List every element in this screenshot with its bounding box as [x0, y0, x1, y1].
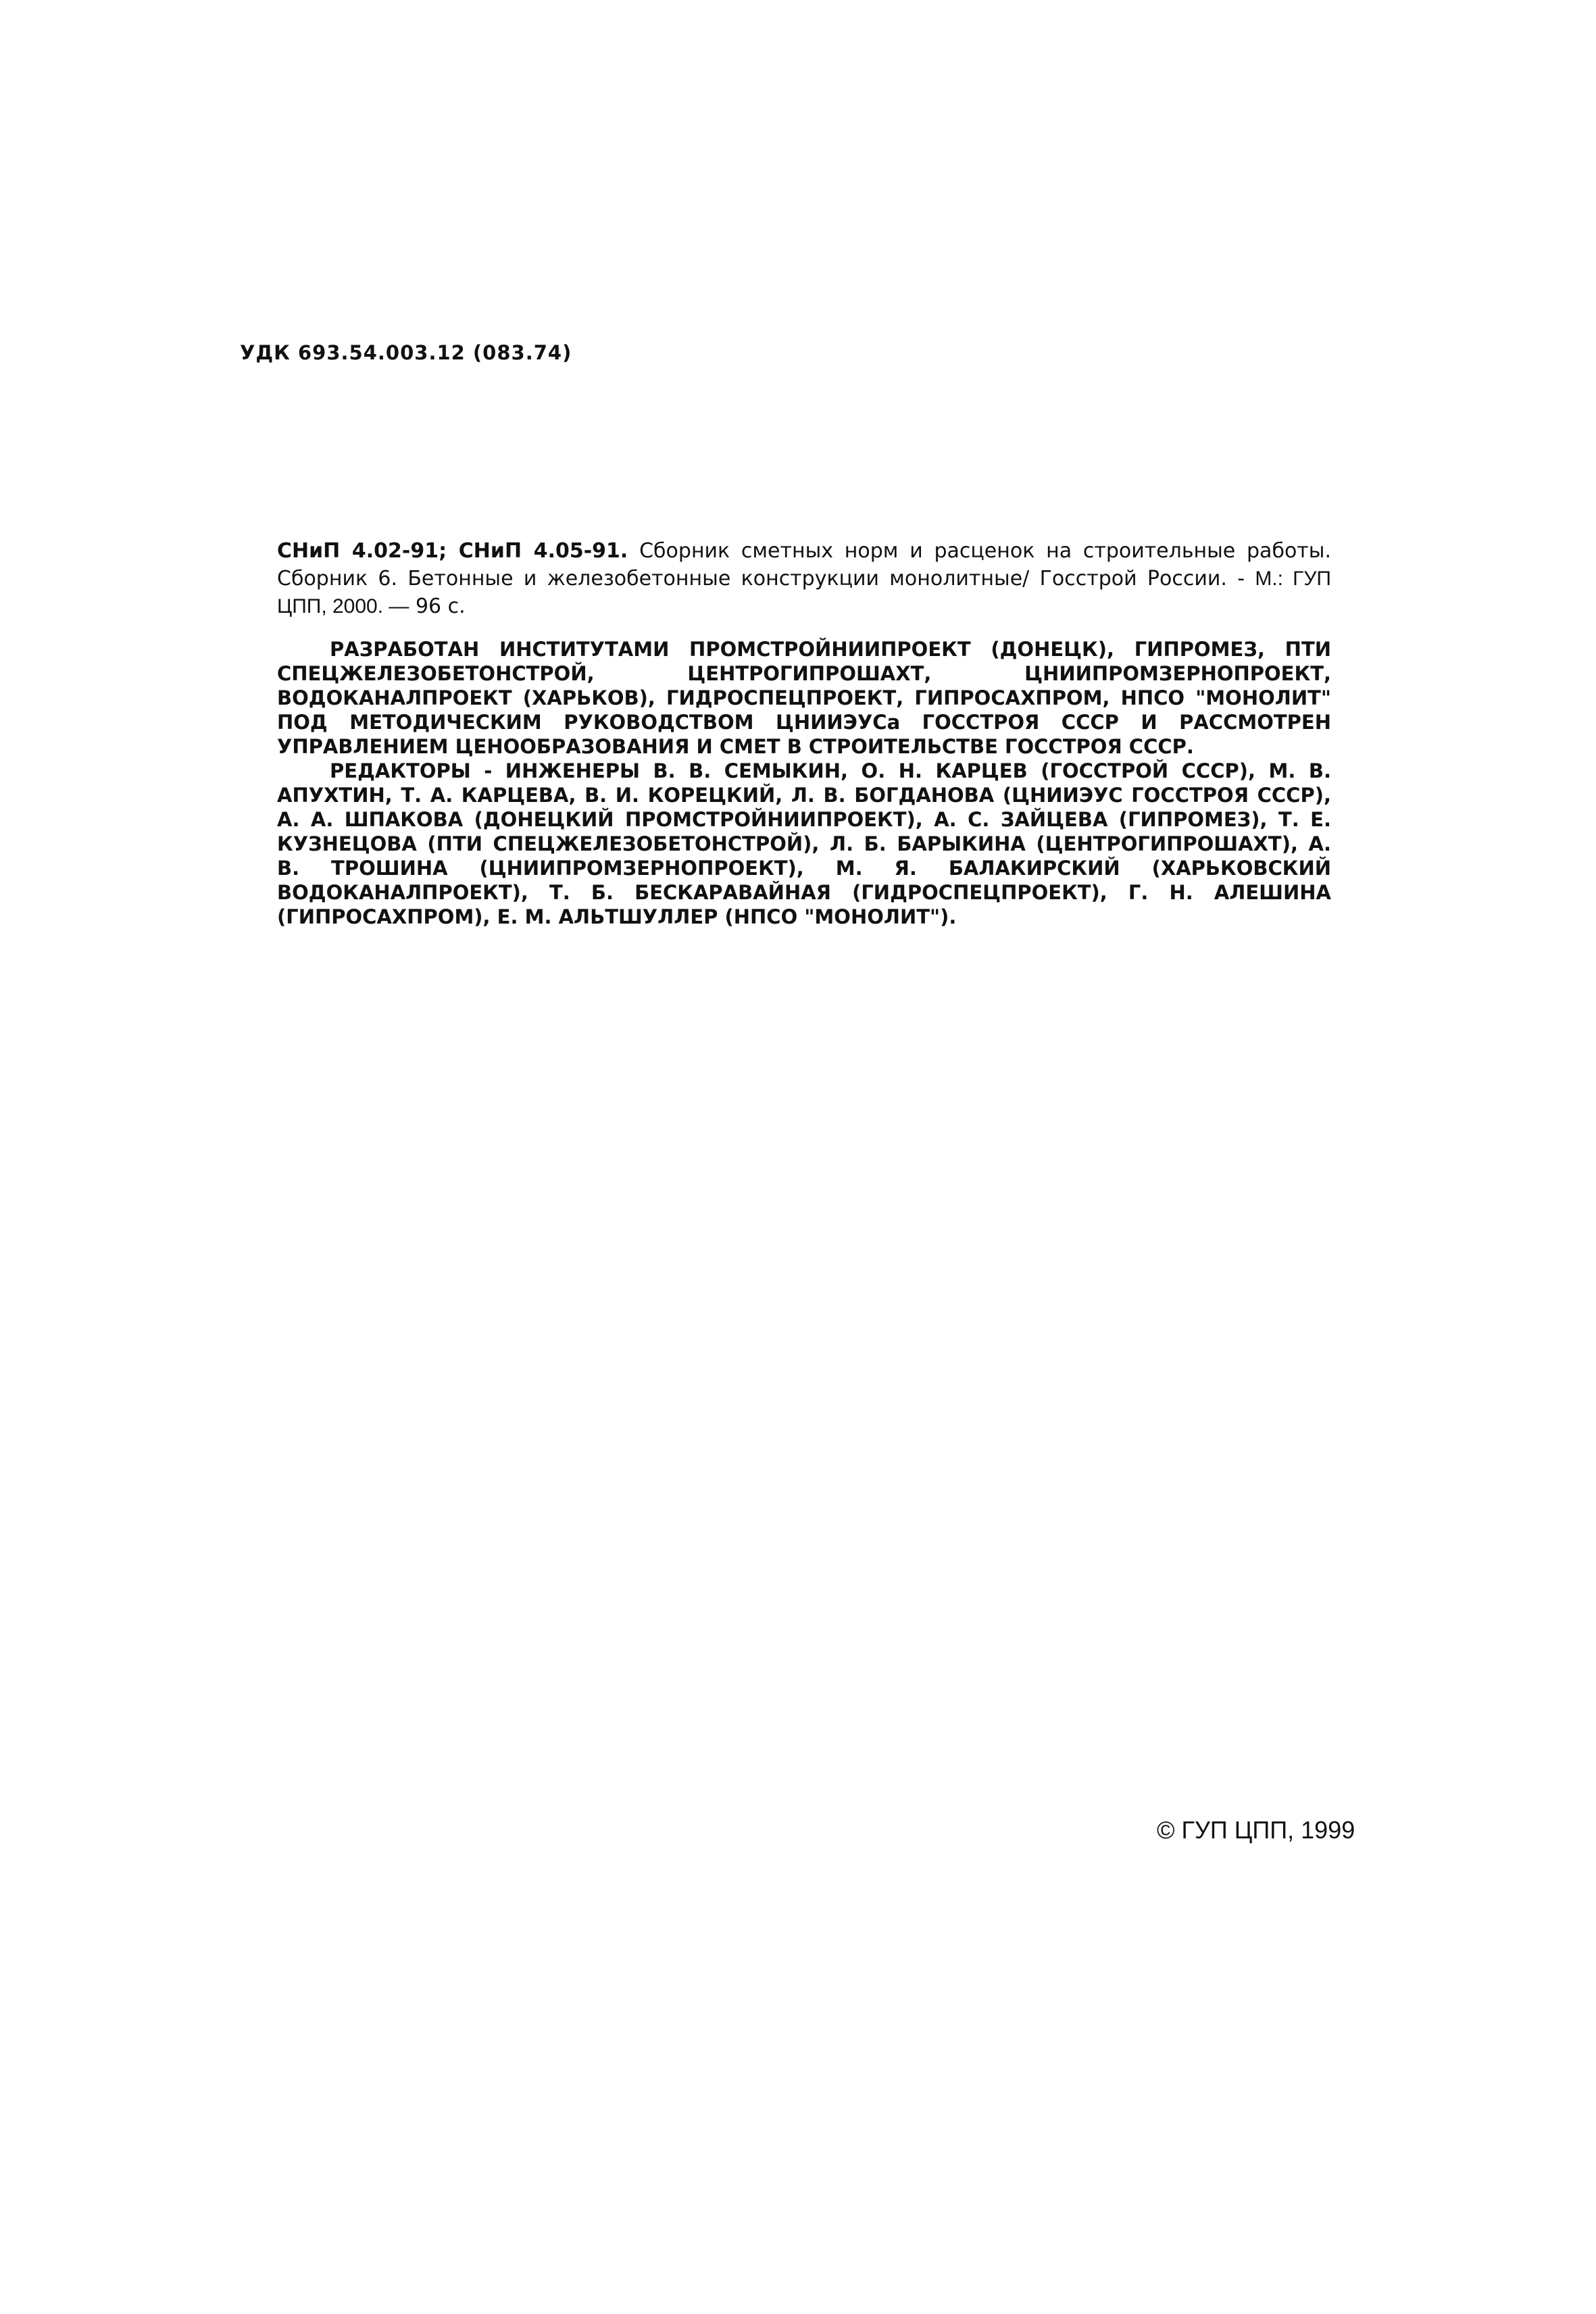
editors-paragraph: РЕДАКТОРЫ - ИНЖЕНЕРЫ В. В. СЕМЫКИН, О. Н. КАРЦЕВ (ГОССТРОЙ СССР), М. В. АПУХТИН, Т. А. КАРЦЕВА, В. И. КОРЕЦКИЙ, Л. В. БОГДАНОВА (ЦНИИЭУС ГОССТРОЯ СССР), А. А. ШПАКОВА (ДОНЕЦКИЙ ПРОМСТРОЙНИИПРОЕКТ), А. С. ЗАЙЦЕВА (ГИПРОМЕЗ), Т. Е. КУЗНЕЦОВА (ПТИ СПЕЦЖЕЛЕЗОБЕТОНСТРОЙ), Л. Б. БАРЫКИНА (ЦЕНТРОГИПРОШАХТ), А. В. ТРОШИНА (ЦНИИПРОМЗЕРНОПРОЕКТ), М. Я. БАЛАКИРСКИЙ (ХАРЬКОВСКИЙ ВОДОКАНАЛПРОЕКТ), Т. Б. БЕСКАРАВАЙНАЯ (ГИДРОСПЕЦПРОЕКТ), Г. Н. АЛЕШИНА (ГИПРОСАХПРОМ), Е. М. АЛЬТШУЛЛЕР (НПСО "МОНОЛИТ").: [277, 759, 1331, 928]
bibliographic-description: [277, 537, 1331, 620]
credits-block: [277, 637, 1331, 929]
page-count: 96 с.: [415, 595, 466, 618]
publication-imprint: М.: ГУП ЦПП, 2000. —: [277, 568, 1331, 618]
snip-codes: СНиП 4.02-91; СНиП 4.05-91.: [277, 539, 628, 563]
developed-by-paragraph: РАЗРАБОТАН ИНСТИТУТАМИ ПРОМСТРОЙНИИПРОЕКТ (ДОНЕЦК), ГИПРОМЕЗ, ПТИ СПЕЦЖЕЛЕЗОБЕТОНСТРОЙ, ЦЕНТРОГИПРОШАХТ, ЦНИИПРОМЗЕРНОПРОЕКТ, ВОДОКАНАЛПРОЕКТ (ХАРЬКОВ), ГИДРОСПЕЦПРОЕКТ, ГИПРОСАХПРОМ, НПСО "МОНОЛИТ" ПОД МЕТОДИЧЕСКИМ РУКОВОДСТВОМ ЦНИИЭУСа ГОССТРОЯ СССР И РАССМОТРЕН УПРАВЛЕНИЕМ ЦЕНООБРАЗОВАНИЯ И СМЕТ В СТРОИТЕЛЬСТВЕ ГОССТРОЯ СССР.: [277, 638, 1331, 758]
collection-title: Сборник сметных норм и расценок на строительные работы. Сборник 6. Бетонные и железобетонные конструкции монолитные/ Госстрой России. -: [277, 539, 1331, 590]
copyright-notice: © ГУП ЦПП, 1999: [1157, 1816, 1355, 1844]
udk-code: УДК 693.54.003.12 (083.74): [240, 341, 572, 364]
